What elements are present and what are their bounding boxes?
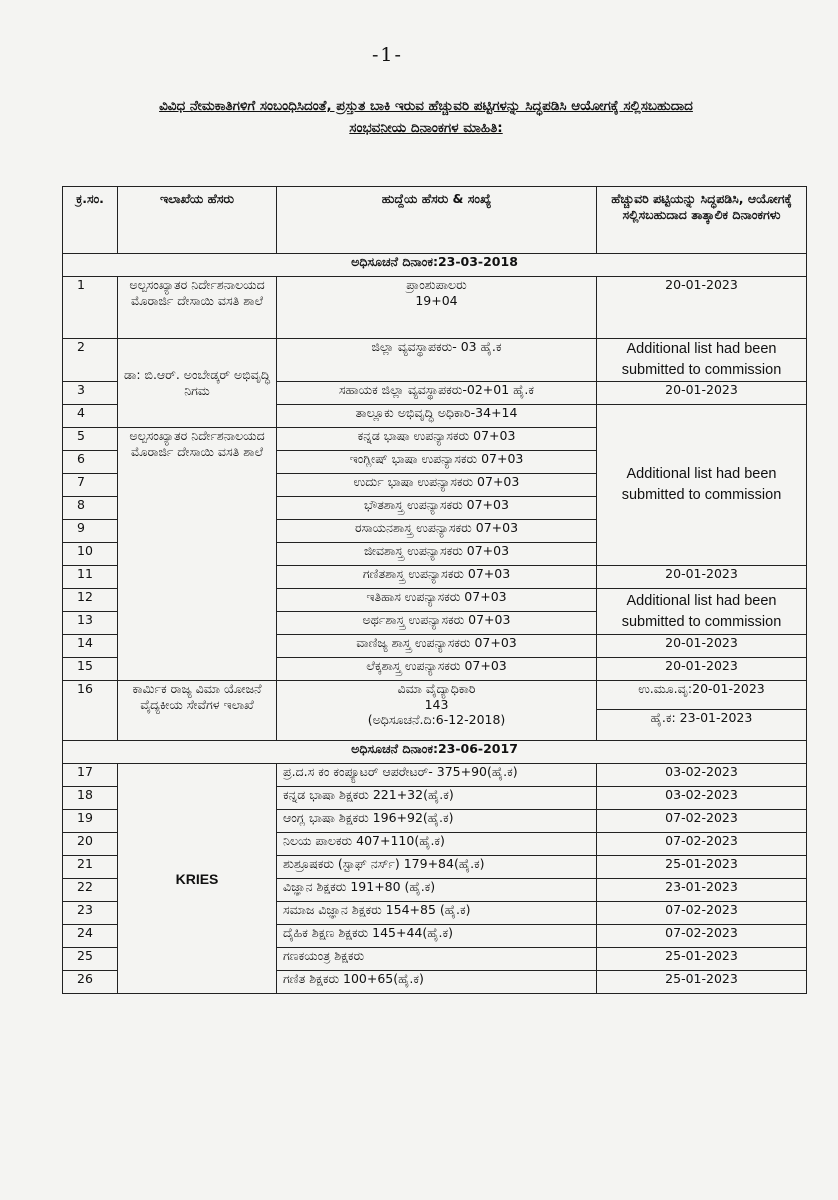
date-cell: 20-01-2023 [597,566,807,589]
date-cell: 25-01-2023 [597,971,807,994]
sl-cell: 25 [63,948,118,971]
post-cell: ಸಮಾಜ ವಿಜ್ಞಾನ ಶಿಕ್ಷಕರು 154+85 (ಹೈ.ಕ) [277,902,597,925]
post-cell: ಆಂಗ್ಲ ಭಾಷಾ ಶಿಕ್ಷಕರು 196+92(ಹೈ.ಕ) [277,810,597,833]
sl-cell: 12 [63,589,118,612]
date-cell: 25-01-2023 [597,948,807,971]
post-cell: ಸಹಾಯಕ ಜಿಲ್ಲಾ ವ್ಯವಸ್ಥಾಪಕರು-02+01 ಹೈ.ಕ [277,382,597,405]
sl-cell: 3 [63,382,118,405]
date-cell [597,681,807,741]
sl-cell: 1 [63,277,118,339]
sl-cell: 22 [63,879,118,902]
sl-cell: 9 [63,520,118,543]
post-name: ಪ್ರಾಂಶುಪಾಲರು [406,277,467,292]
sl-cell: 23 [63,902,118,925]
post-cell: ವಿಜ್ಞಾನ ಶಿಕ್ಷಕರು 191+80 (ಹೈ.ಕ) [277,879,597,902]
post-cell: ಗಣಿತಶಾಸ್ತ್ರ ಉಪನ್ಯಾಸಕರು 07+03 [277,566,597,589]
post-cell: ಲೆಕ್ಕಶಾಸ್ತ್ರ ಉಪನ್ಯಾಸಕರು 07+03 [277,658,597,681]
table-header [63,187,807,254]
post-cell: ತಾಲ್ಲೂಕು ಅಭಿವೃದ್ಧಿ ಅಧಿಕಾರಿ-34+14 [277,405,597,428]
sl-cell: 19 [63,810,118,833]
notice-date: ಅಧಿಸೂಚನೆ ದಿನಾಂಕ:23-06-2017 [63,741,807,764]
sl-cell: 13 [63,612,118,635]
post-cell: ಜೀವಶಾಸ್ತ್ರ ಉಪನ್ಯಾಸಕರು 07+03 [277,543,597,566]
sl-cell: 7 [63,474,118,497]
sl-cell: 26 [63,971,118,994]
sl-cell: 10 [63,543,118,566]
page-number: -1- [372,44,403,66]
sl-cell: 11 [63,566,118,589]
page-title: ವಿವಿಧ ನೇಮಕಾತಿಗಳಿಗೆ ಸಂಬಂಧಿಸಿದಂತೆ, ಪ್ರಸ್ತುತ ಬಾಕಿ ಇರುವ ಹೆಚ್ಚುವರಿ ಪಟ್ಟಿಗಳನ್ನು ಸಿದ್ಧಪಡಿಸಿ ಆಯೋಗಕ್ಕೆ ಸಲ್ಲಿಸಬಹುದಾದ [159,98,693,114]
date-cell: 20-01-2023 [597,635,807,658]
date-cell: 20-01-2023 [597,277,807,339]
notice-row [63,741,807,764]
post-cell: ದೈಹಿಕ ಶಿಕ್ಷಣ ಶಿಕ್ಷಕರು 145+44(ಹೈ.ಕ) [277,925,597,948]
post-cell: ಶುಶ್ರೂಷಕರು (ಸ್ಟಾಫ್ ನರ್ಸ್) 179+84(ಹೈ.ಕ) [277,856,597,879]
post-cell: ಉರ್ದು ಭಾಷಾ ಉಪನ್ಯಾಸಕರು 07+03 [277,474,597,497]
date-hk: ಹೈ.ಕ: 23-01-2023 [650,710,753,725]
date-cell: 20-01-2023 [597,658,807,681]
date-cell: 03-02-2023 [597,787,807,810]
table-row [63,764,807,787]
post-cell: ಭೌತಶಾಸ್ತ್ರ ಉಪನ್ಯಾಸಕರು 07+03 [277,497,597,520]
date-cell: 23-01-2023 [597,879,807,902]
dept-cell: ಅಲ್ಪಸಂಖ್ಯಾತರ ನಿರ್ದೇಶನಾಲಯದ ಮೊರಾರ್ಜಿ ದೇಸಾಯಿ ವಸತಿ ಶಾಲೆ [118,428,277,681]
date-cell: 07-02-2023 [597,902,807,925]
post-cell: ಇತಿಹಾಸ ಉಪನ್ಯಾಸಕರು 07+03 [277,589,597,612]
date-cell: 07-02-2023 [597,925,807,948]
notice-row [63,254,807,277]
date-cell: 25-01-2023 [597,856,807,879]
sl-cell: 16 [63,681,118,741]
col-header-sl: ಕ್ರ.ಸಂ. [63,187,118,254]
date-cell: 03-02-2023 [597,764,807,787]
sl-cell: 14 [63,635,118,658]
post-name: ವಿಮಾ ವೈದ್ಯಾಧಿಕಾರಿ [397,681,476,696]
sl-cell: 6 [63,451,118,474]
post-notification: (ಅಧಿಸೂಚನೆ.ದಿ:6-12-2018) [367,712,506,727]
col-header-post: ಹುದ್ದೆಯ ಹೆಸರು & ಸಂಖ್ಯೆ [277,187,597,254]
post-cell: ಅರ್ಥಶಾಸ್ತ್ರ ಉಪನ್ಯಾಸಕರು 07+03 [277,612,597,635]
post-cell: ಜಿಲ್ಲಾ ವ್ಯವಸ್ಥಾಪಕರು- 03 ಹೈ.ಕ [277,339,597,382]
sl-cell: 2 [63,339,118,382]
sl-cell: 8 [63,497,118,520]
table-row [63,277,807,339]
date-cell: 07-02-2023 [597,833,807,856]
post-cell [277,277,597,339]
sl-cell: 17 [63,764,118,787]
sl-cell: 18 [63,787,118,810]
date-cell: Additional list had been submitted to commission [597,339,807,382]
page-subtitle: ಸಂಭವನೀಯ ದಿನಾಂಕಗಳ ಮಾಹಿತಿ: [349,120,503,136]
post-cell: ಕನ್ನಡ ಭಾಷಾ ಶಿಕ್ಷಕರು 221+32(ಹೈ.ಕ) [277,787,597,810]
post-cell: ಇಂಗ್ಲೀಷ್ ಭಾಷಾ ಉಪನ್ಯಾಸಕರು 07+03 [277,451,597,474]
dept-cell: KRIES [118,764,277,994]
date-cell: Additional list had been submitted to commission [597,405,807,566]
dept-cell: ಕಾರ್ಮಿಕ ರಾಜ್ಯ ವಿಮಾ ಯೋಜನೆ ವೈದ್ಯಕೀಯ ಸೇವೆಗಳ ಇಲಾಖೆ [118,681,277,741]
post-cell: ಕನ್ನಡ ಭಾಷಾ ಉಪನ್ಯಾಸಕರು 07+03 [277,428,597,451]
post-cell: ಪ್ರ.ದ.ಸ ಕಂ ಕಂಪ್ಯೂಟರ್ ಆಪರೇಟರ್- 375+90(ಹೈ.ಕ) [277,764,597,787]
sl-cell: 21 [63,856,118,879]
post-cell: ಗಣಿತ ಶಿಕ್ಷಕರು 100+65(ಹೈ.ಕ) [277,971,597,994]
col-header-dept: ಇಲಾಖೆಯ ಹೆಸರು [118,187,277,254]
notice-date: ಅಧಿಸೂಚನೆ ದಿನಾಂಕ:23-03-2018 [63,254,807,277]
table-row [63,339,807,382]
schedule-table [62,186,807,994]
post-cell [277,681,597,741]
sl-cell: 20 [63,833,118,856]
sl-cell: 15 [63,658,118,681]
post-cell: ರಸಾಯನಶಾಸ್ತ್ರ ಉಪನ್ಯಾಸಕರು 07+03 [277,520,597,543]
dept-cell: ಅಲ್ಪಸಂಖ್ಯಾತರ ನಿರ್ದೇಶನಾಲಯದ ಮೊರಾರ್ಜಿ ದೇಸಾಯಿ ವಸತಿ ಶಾಲೆ [118,277,277,339]
dept-cell: ಡಾ: ಬಿ.ಆರ್. ಅಂಬೇಡ್ಕರ್ ಅಭಿವೃದ್ಧಿ ನಿಗಮ [118,339,277,428]
post-count: 19+04 [415,293,458,308]
sl-cell: 4 [63,405,118,428]
post-count: 143 [424,697,449,712]
post-cell: ವಾಣಿಜ್ಯ ಶಾಸ್ತ್ರ ಉಪನ್ಯಾಸಕರು 07+03 [277,635,597,658]
sl-cell: 5 [63,428,118,451]
date-general: ಉ.ಮೂ.ವೃ:20-01-2023 [597,681,806,710]
col-header-date: ಹೆಚ್ಚುವರಿ ಪಟ್ಟಿಯನ್ನು ಸಿದ್ಧಪಡಿಸಿ, ಆಯೋಗಕ್ಕೆ ಸಲ್ಲಿಸಬಹುದಾದ ತಾತ್ಕಾಲಿಕ ದಿನಾಂಕಗಳು [597,187,807,254]
post-cell: ನಿಲಯ ಪಾಲಕರು 407+110(ಹೈ.ಕ) [277,833,597,856]
date-cell: 07-02-2023 [597,810,807,833]
date-cell: 20-01-2023 [597,382,807,405]
date-cell: Additional list had been submitted to commission [597,589,807,635]
sl-cell: 24 [63,925,118,948]
post-cell: ಗಣಕಯಂತ್ರ ಶಿಕ್ಷಕರು [277,948,597,971]
table-row [63,681,807,741]
